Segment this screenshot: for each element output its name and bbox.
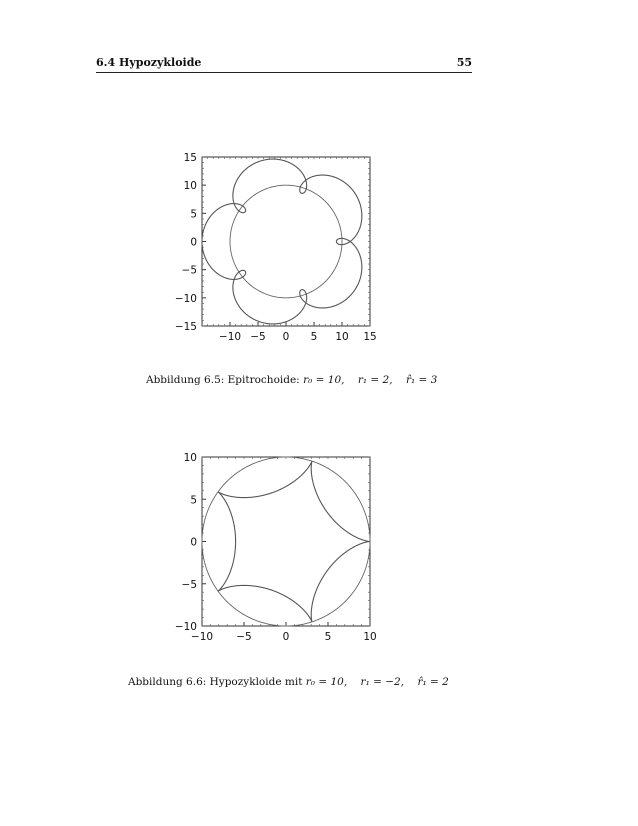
section-title: 6.4 Hypozykloide <box>96 56 202 69</box>
y-tick-label: 10 <box>183 180 197 193</box>
x-tick-label: 10 <box>363 631 377 643</box>
base-circle <box>202 457 370 626</box>
caption-term-r0: r₀ = 10, <box>305 676 348 688</box>
y-tick-label: 5 <box>190 208 197 221</box>
hypocycloid-curve <box>218 461 370 622</box>
caption-prefix: Abbildung 6.5: Epitrochoide: <box>146 374 300 386</box>
plot-frame <box>202 457 370 626</box>
epitrochoid-curve <box>202 159 362 324</box>
caption-term-r0: r₀ = 10, <box>303 374 345 386</box>
x-tick-label: 0 <box>282 331 290 343</box>
x-tick-label: −10 <box>190 631 214 643</box>
x-tick-label: −10 <box>218 331 242 343</box>
y-tick-label: −15 <box>174 321 197 333</box>
x-tick-label: 0 <box>282 631 290 643</box>
y-tick-label: 0 <box>190 236 197 249</box>
y-tick-label: 10 <box>183 452 197 464</box>
caption-term-r1: r₁ = 2, <box>357 374 393 386</box>
y-tick-label: 15 <box>183 152 197 164</box>
page-number: 55 <box>456 56 472 69</box>
figure-hypocycloid <box>175 452 377 643</box>
caption-term-r1hat: r̂₁ = 2 <box>417 676 449 688</box>
figure-epitrochoid <box>175 152 377 343</box>
caption-term-r1hat: r̂₁ = 3 <box>405 374 438 386</box>
figure-caption-6-5 <box>146 374 437 386</box>
base-circle <box>230 185 342 298</box>
y-tick-label: −5 <box>181 264 197 277</box>
tick-group <box>175 152 377 343</box>
x-tick-label: 5 <box>310 331 318 343</box>
tick-group <box>175 452 377 643</box>
y-tick-label: 5 <box>190 494 197 507</box>
x-tick-label: −5 <box>250 331 266 343</box>
x-tick-label: 10 <box>335 331 349 343</box>
caption-prefix: Abbildung 6.6: Hypozykloide mit <box>128 676 303 688</box>
y-tick-label: 0 <box>190 536 197 549</box>
x-tick-label: −5 <box>236 631 252 643</box>
y-tick-label: −10 <box>174 292 197 305</box>
x-tick-label: 15 <box>363 331 377 343</box>
x-tick-label: 5 <box>324 631 332 643</box>
y-tick-label: −5 <box>181 578 197 591</box>
y-tick-label: −10 <box>174 621 197 633</box>
caption-term-r1: r₁ = −2, <box>360 676 405 688</box>
figure-caption-6-6 <box>128 676 449 688</box>
